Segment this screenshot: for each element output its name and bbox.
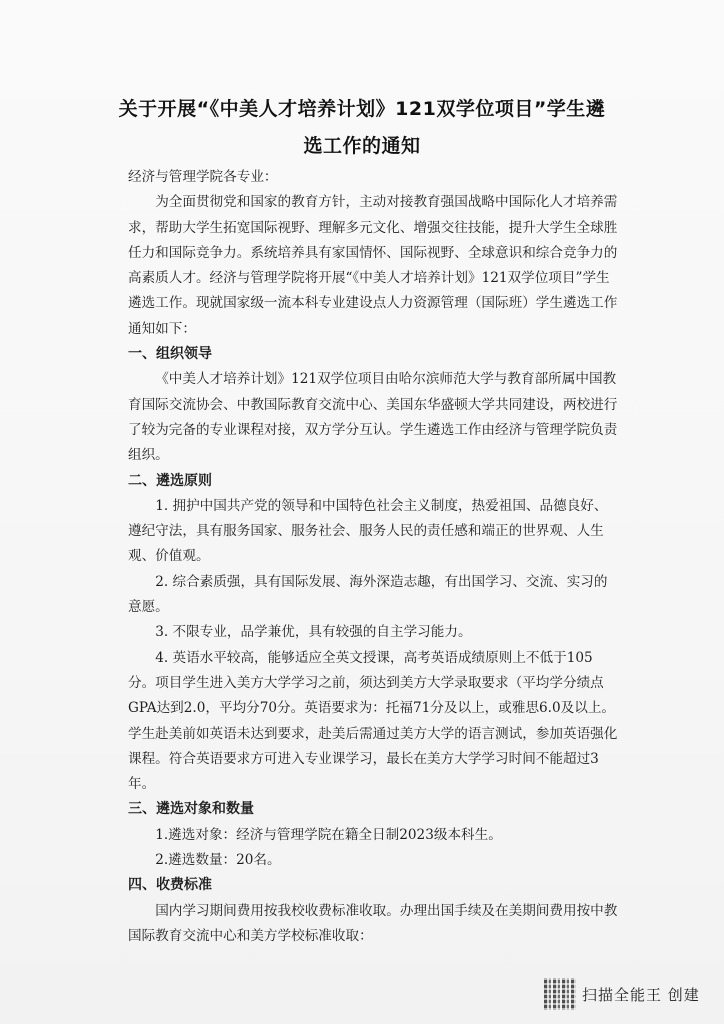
section-paragraph: 《中美人才培养计划》121双学位项目由哈尔滨师范大学与教育部所属中国教育国际交流协会、中教国际教育交流中心、美国东华盛顿大学共同建设，两校进行了较为完备的专业课程对接，双方学分互认。学生遴选工作由经济与管理学院负责组织。 [128, 371, 618, 464]
principle-item-3: 3. 不限专业，品学兼优，具有较强的自主学习能力。 [155, 624, 472, 641]
intro-paragraph: 为全面贯彻党和国家的教育方针，主动对接教育强国战略中国际化人才培养需求，帮助大学生拓宽国际视野、理解多元文化、增强交往技能，提升大学生全球胜任力和国际竞争力。系统培养具有家国情怀、国际视野、全球意识和综合竞争力的高素质人才。经济与管理学院将开展“《中美人才培养计划》121双学位项目”学生遴选工作。现就国家级一流本科专业建设点人力资源管理（国际班）学生遴选工作通知如下： [128, 194, 618, 337]
section-heading-organization: 一、组织领导 [128, 346, 212, 363]
target-item-1: 1.遴选对象：经济与管理学院在籍全日制2023级本科生。 [155, 826, 502, 843]
principle-item-1: 1. 拥护中国共产党的领导和中国特色社会主义制度，热爱祖国、品德良好、遵纪守法，具有服务国家、服务社会、服务人民的责任感和端正的世界观、人生观、价值观。 [128, 497, 608, 565]
document-title-line-1: 关于开展“《中美人才培养计划》121双学位项目”学生遴 [118, 98, 606, 120]
section-heading-target-quota: 三、遴选对象和数量 [128, 801, 254, 818]
watermark-text: 扫描全能王 创建 [582, 985, 700, 1004]
target-item-2: 2.遴选数量：20名。 [155, 852, 281, 869]
document-body [128, 165, 618, 949]
section-heading-principles: 二、遴选原则 [128, 472, 212, 489]
document-title-line-2: 选工作的通知 [303, 135, 421, 157]
principle-item-4: 4. 英语水平较高，能够适应全英文授课，高考英语成绩原则上不低于105分。项目学生进入美方大学学习之前，须达到美方大学录取要求（平均学分绩点GPA达到2.0，平均分70分。英语要求为：托福71分及以上，或雅思6.0及以上。学生赴美前如英语未达到要求，赴美后需通过美方大学的语言测试，参加英语强化课程。符合英语要求方可进入专业课学习，最长在美方大学学习时间不能超过3年。 [128, 649, 618, 793]
fees-paragraph: 国内学习期间费用按我校收费标准收取。办理出国手续及在美期间费用按中教国际教育交流中心和美方学校标准收取： [128, 902, 618, 944]
qr-code-icon [544, 978, 576, 1010]
scanner-watermark [544, 976, 700, 1012]
section-heading-fees: 四、收费标准 [128, 877, 212, 894]
salutation: 经济与管理学院各专业： [128, 169, 278, 185]
principle-item-2: 2. 综合素质强，具有国际发展、海外深造志趣，有出国学习、交流、实习的意愿。 [128, 573, 608, 616]
